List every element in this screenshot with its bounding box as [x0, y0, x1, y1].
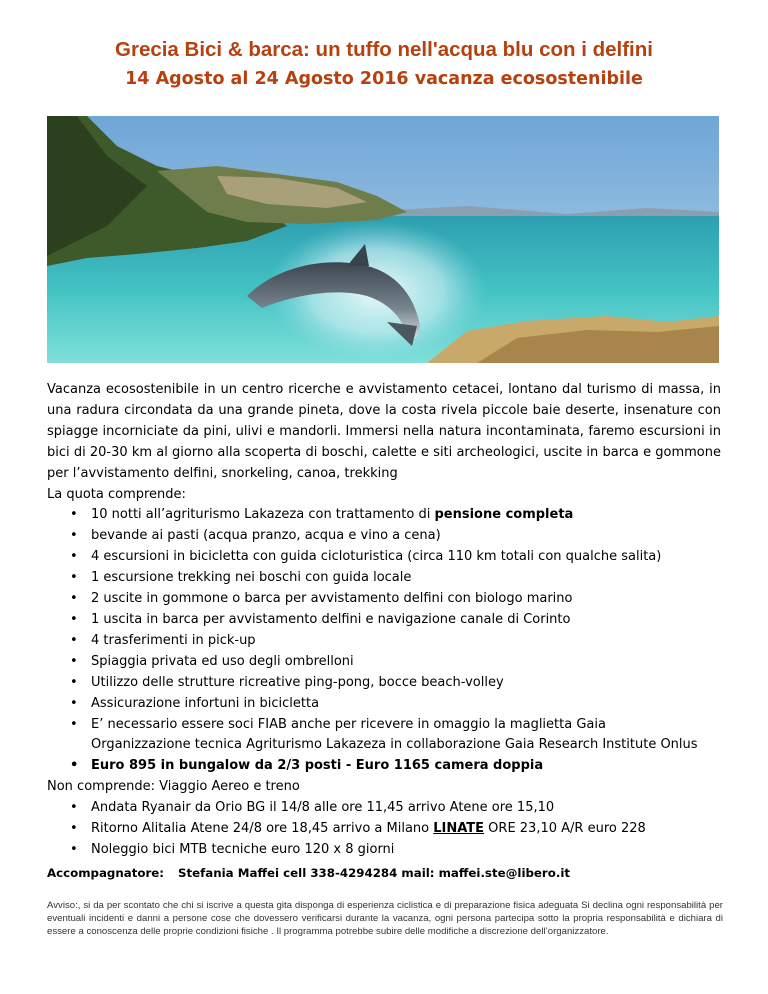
list-item: • 4 trasferimenti in pick-up — [47, 631, 721, 652]
excludes-list — [47, 798, 721, 861]
disclaimer-notice: Avviso:, si da per scontato che chi si iscrive a questa gita disponga di esperienza ciclistica e di preparazione fisica adeguata Si declina ogni responsabilità per eventuali incidenti e danni a persone cose che dovessero verificarsi durante la vacanza, ogni persona partecipa sotto la propria responsabilità e dichiara di essere a conoscenza delle proprie condizioni fisiche . Il programma potrebbe subire delle modifiche a discrezione dell’organizzatore. — [47, 900, 723, 938]
list-item: • 2 uscite in gommone o barca per avvistamento delfini con biologo marino — [47, 589, 721, 610]
list-item: • Spiaggia privata ed uso degli ombrelloni — [47, 652, 721, 673]
dolphin-bay-photo — [47, 116, 719, 363]
intro-paragraph: Vacanza ecosostenibile in un centro ricerche e avvistamento cetacei, lontano dal turismo di massa, in una radura circondata da una grande pineta, dove la costa rivela piccole baie deserte, insenature con spiagge incorniciate da pini, ulivi e mandorli. Immersi nella natura incontaminata, faremo escursioni in bici di 20-30 km al giorno alla scoperta di boschi, calette e siti archeologici, uscite in barca e gommone per l’avvistamento delfini, snorkeling, canoa, trekking — [47, 382, 721, 481]
list-item: • 1 uscita in barca per avvistamento delfini e navigazione canale di Corinto — [47, 610, 721, 631]
page-title: Grecia Bici & barca: un tuffo nell'acqua blu con i delfini — [115, 38, 653, 61]
includes-list — [47, 505, 721, 777]
list-item: • 10 notti all’agriturismo Lakazeza con trattamento di pensione completa — [47, 505, 721, 526]
main-content — [47, 380, 721, 884]
list-item: • 1 escursione trekking nei boschi con guida locale — [47, 568, 721, 589]
list-item: • Utilizzo delle strutture ricreative ping-pong, bocce beach-volley — [47, 673, 721, 694]
list-item: • E’ necessario essere soci FIAB anche per ricevere in omaggio la maglietta Gaia Organizzazione tecnica Agriturismo Lakazeza in collaborazione Gaia Research Institute Onlus — [47, 715, 721, 757]
list-item: • Ritorno Alitalia Atene 24/8 ore 18,45 arrivo a Milano LINATE ORE 23,10 A/R euro 228 — [47, 819, 721, 840]
list-item: • Andata Ryanair da Orio BG il 14/8 alle ore 11,45 arrivo Atene ore 15,10 — [47, 798, 721, 819]
list-item: • 4 escursioni in bicicletta con guida cicloturistica (circa 110 km totali con qualche salita) — [47, 547, 721, 568]
list-item: • Noleggio bici MTB tecniche euro 120 x 8 giorni — [47, 840, 721, 861]
price-item: • Euro 895 in bungalow da 2/3 posti - Euro 1165 camera doppia — [47, 756, 721, 777]
excludes-label: Non comprende: Viaggio Aereo e treno — [47, 779, 300, 795]
includes-label: La quota comprende: — [47, 486, 186, 502]
linate-label: LINATE — [433, 821, 485, 837]
page-subtitle: 14 Agosto al 24 Agosto 2016 vacanza ecosostenibile — [125, 69, 643, 89]
contact-details: Stefania Maffei cell 338-4294284 mail: maffei.ste@libero.it — [178, 865, 571, 880]
contact-line — [47, 863, 721, 884]
contact-label: Accompagnatore: — [47, 865, 165, 880]
list-item: • Assicurazione infortuni in bicicletta — [47, 694, 721, 715]
organization-line: Organizzazione tecnica Agriturismo Lakazeza in collaborazione Gaia Research Institute Onlus — [91, 737, 698, 753]
list-item: • bevande ai pasti (acqua pranzo, acqua e vino a cena) — [47, 526, 721, 547]
